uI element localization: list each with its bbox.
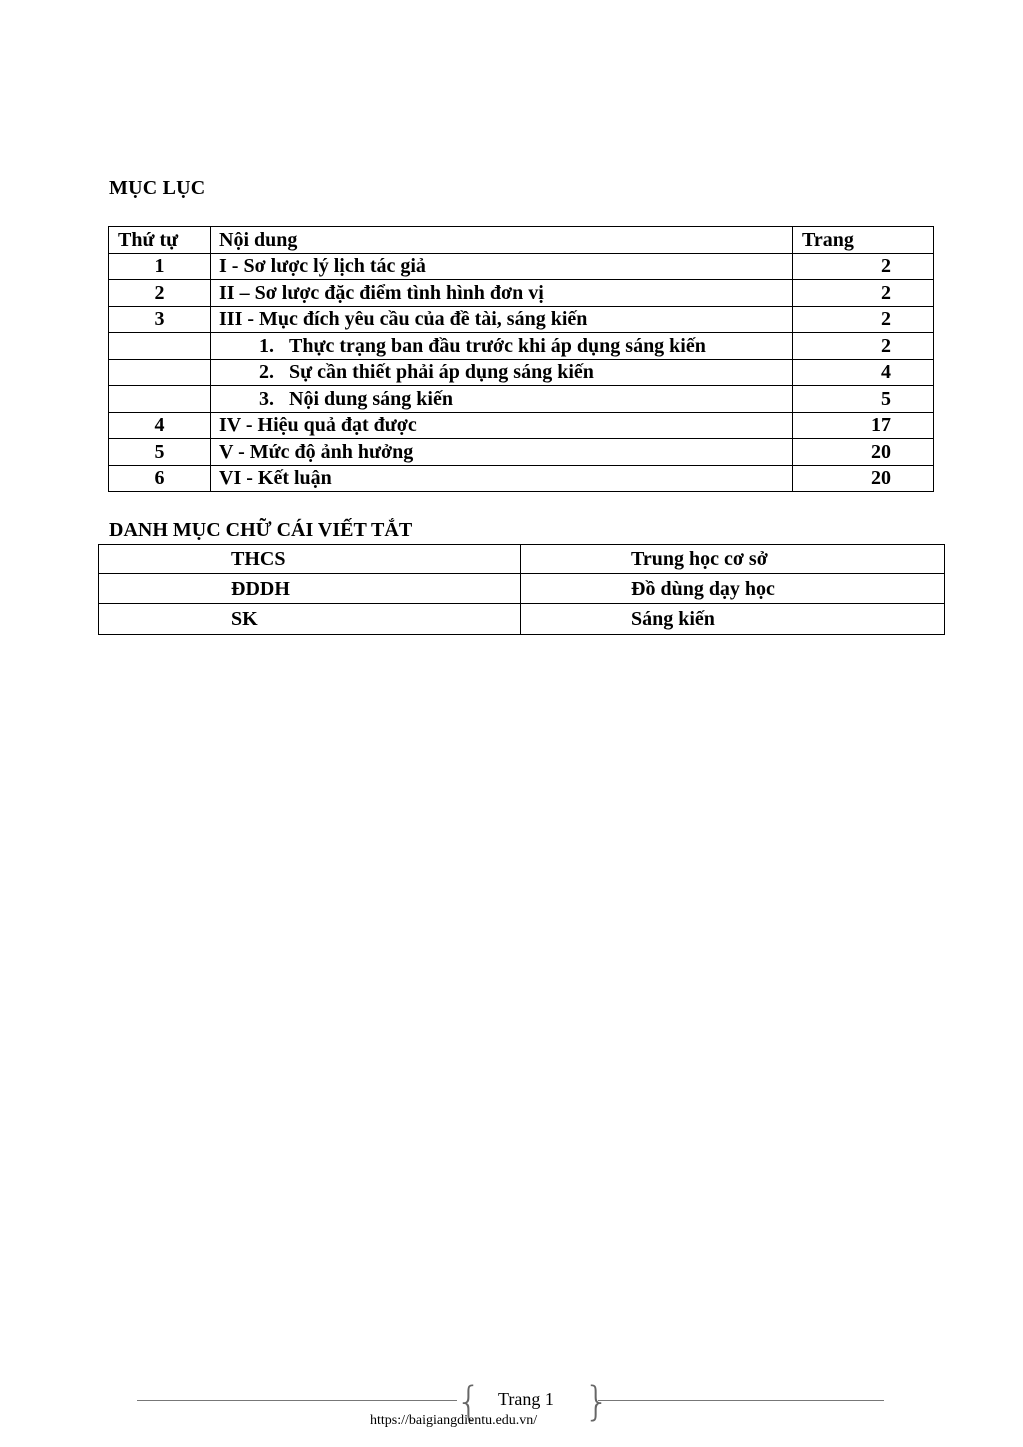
abbreviations-title: DANH MỤC CHỮ CÁI VIẾT TẮT <box>109 519 413 541</box>
page-number: Trang 1 <box>498 1389 554 1409</box>
toc-row <box>109 306 934 333</box>
toc-index <box>109 386 211 413</box>
toc-page: 2 <box>793 333 934 360</box>
toc-content: VI - Kết luận <box>211 465 793 492</box>
toc-sub-number: 1. <box>259 334 274 357</box>
abbreviation-row <box>99 545 945 574</box>
toc-sub-number: 3. <box>259 387 274 410</box>
toc-content: V - Mức độ ảnh hưởng <box>211 439 793 466</box>
right-brace-icon: } <box>584 1379 610 1425</box>
toc-index: 3 <box>109 306 211 333</box>
toc-sub-content: Thực trạng ban đầu trước khi áp dụng sáng kiến <box>289 334 706 357</box>
toc-content: III - Mục đích yêu cầu của đề tài, sáng kiến <box>211 306 793 333</box>
toc-index: 1 <box>109 253 211 280</box>
toc-index: 4 <box>109 412 211 439</box>
abbreviation-term: THCS <box>99 545 521 574</box>
footer-divider-right <box>598 1400 884 1401</box>
abbreviation-meaning: Đồ dùng dạy học <box>521 574 945 604</box>
abbreviation-meaning: Trung học cơ sở <box>521 545 945 574</box>
abbreviation-term: SK <box>99 604 521 635</box>
toc-page: 20 <box>793 465 934 492</box>
toc-subrow <box>109 386 934 413</box>
footer-url: https://baigiangdientu.edu.vn/ <box>370 1413 538 1428</box>
toc-index: 6 <box>109 465 211 492</box>
toc-header-page: Trang <box>793 227 934 254</box>
toc-index <box>109 333 211 360</box>
toc-index: 5 <box>109 439 211 466</box>
left-brace-icon: { <box>456 1379 482 1425</box>
toc-content: IV - Hiệu quả đạt được <box>211 412 793 439</box>
toc-row <box>109 412 934 439</box>
abbreviation-term: ĐDDH <box>99 574 521 604</box>
toc-row <box>109 280 934 307</box>
abbreviation-meaning: Sáng kiến <box>521 604 945 635</box>
abbreviations-table <box>98 544 945 635</box>
toc-header-content: Nội dung <box>211 227 793 254</box>
toc-sub-number: 2. <box>259 361 274 384</box>
toc-page: 4 <box>793 359 934 386</box>
footer-divider-left <box>137 1400 457 1401</box>
toc-table <box>108 226 934 492</box>
toc-subrow <box>109 359 934 386</box>
toc-row <box>109 465 934 492</box>
toc-page: 20 <box>793 439 934 466</box>
toc-page: 17 <box>793 412 934 439</box>
toc-content: I - Sơ lược lý lịch tác giả <box>211 253 793 280</box>
abbreviation-row <box>99 574 945 604</box>
toc-content <box>211 386 793 413</box>
toc-row <box>109 253 934 280</box>
toc-page: 5 <box>793 386 934 413</box>
toc-header-row <box>109 227 934 254</box>
toc-subrow <box>109 333 934 360</box>
toc-header-index: Thứ tự <box>109 227 211 254</box>
toc-content <box>211 333 793 360</box>
toc-content: II – Sơ lược đặc điểm tình hình đơn vị <box>211 280 793 307</box>
toc-sub-content: Nội dung sáng kiến <box>289 387 453 410</box>
abbreviation-row <box>99 604 945 635</box>
toc-sub-content: Sự cần thiết phải áp dụng sáng kiến <box>289 361 594 384</box>
toc-index <box>109 359 211 386</box>
toc-index: 2 <box>109 280 211 307</box>
toc-page: 2 <box>793 253 934 280</box>
toc-page: 2 <box>793 306 934 333</box>
toc-row <box>109 439 934 466</box>
toc-page: 2 <box>793 280 934 307</box>
toc-title: MỤC LỤC <box>109 177 206 199</box>
toc-content <box>211 359 793 386</box>
